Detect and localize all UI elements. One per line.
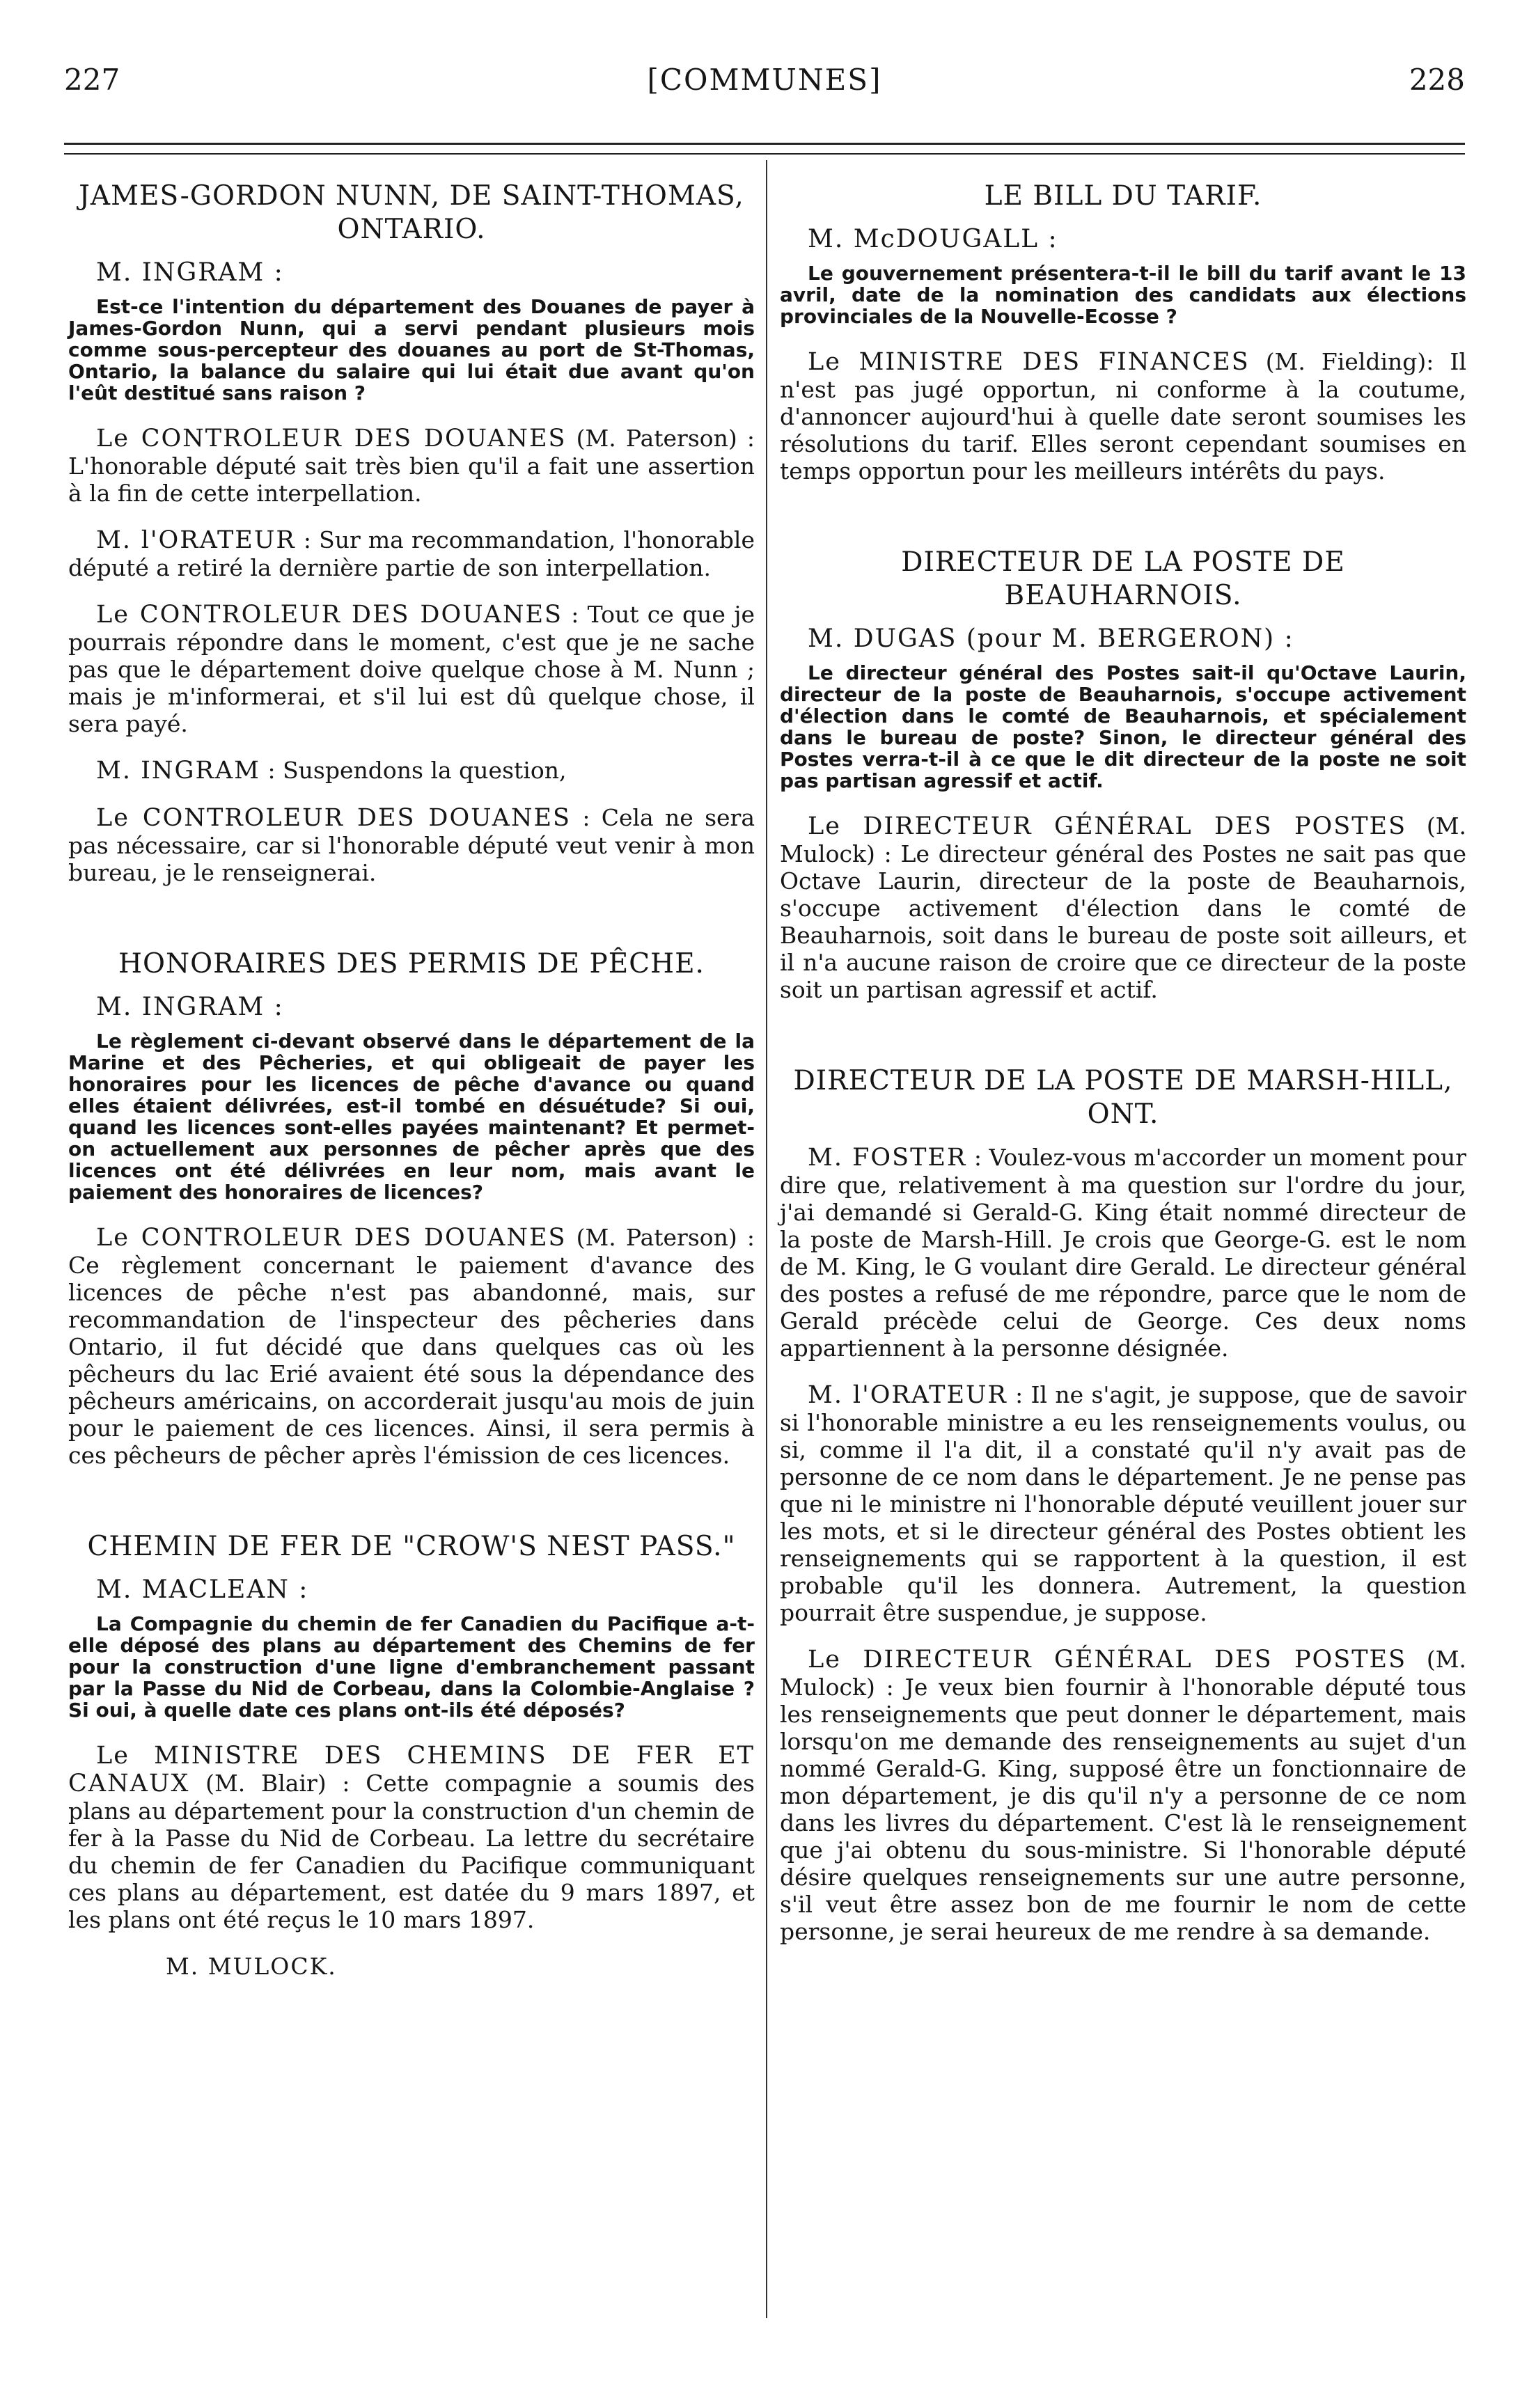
section-title: CHEMIN DE FER DE "CROW'S NEST PASS." <box>87 1531 736 1562</box>
questioner: M. DUGAS (pour M. BERGERON) : <box>808 624 1294 653</box>
speech-text: : Tout ce que je pourrais répondre dans le moment, c'est que je ne sache pas que le département doive quelque chose à M. Nunn ; mais je m'informerai, et s'il lui est dû quelque chose, il sera payé. <box>68 601 755 737</box>
speech-text: : Il ne s'agit, je suppose, que de savoir si l'honorable ministre a eu les renseignements voulus, ou si, comme il l'a dit, il a constaté qu'il n'y avait pas de personne de ce nom dans le département. Je ne pense pas que ni le ministre ni l'honorable député veuillent jouer sur les mots, et si le directeur général des Postes obtient les renseignements qui se rapportent à la question, il est probable qu'il les donnera. Autrement, la question pourrait être suspendue, je suppose. <box>780 1381 1466 1626</box>
speech-text: (M. Fielding): Il n'est pas jugé opportun, ni conforme à la coutume, d'annoncer aujourd'hui à quelle date seront soumises les résolutions du tarif. Elles seront cependant soumises en temps opportun pour les meilleurs intérêts du pays. <box>780 348 1467 485</box>
running-title: [COMMUNES] <box>647 63 882 97</box>
speech-text: (M. Mulock) : Le directeur général des Postes ne sait pas que Octave Laurin, directeur de la poste de Beauharnois, s'occupe activement d'élection dans le comté de Beauharnois, soit dans le bureau de poste soit ailleurs, et il n'a aucune raison de croire que ce directeur de la poste soit un partisan agressif et actif. <box>780 812 1466 1003</box>
speaker-name: Le CONTROLEUR DES DOUANES <box>96 425 567 453</box>
paragraph <box>780 1646 1466 1945</box>
right-column <box>780 180 1466 1965</box>
left-column <box>68 180 755 1980</box>
signature-line: M. MULOCK. <box>166 1953 337 1980</box>
speaker-name: Le DIRECTEUR GÉNÉRAL DES POSTES <box>808 812 1407 840</box>
speaker-name: Le CONTROLEUR DES DOUANES <box>96 601 563 629</box>
question-text: Est-ce l'intention du département des Douanes de payer à James-Gordon Nunn, qui a servi pendant plusieurs mois comme sous-percepteur des douanes au port de St-Thomas, Ontario, la balance du salaire qui lui était due avant qu'on l'eût destitué sans raison ? <box>68 295 755 404</box>
paragraph <box>780 348 1466 485</box>
questioner: M. McDOUGALL : <box>808 225 1058 253</box>
speaker-name: M. INGRAM <box>96 757 260 785</box>
paragraph <box>68 804 755 886</box>
paragraph <box>68 601 755 737</box>
speaker-name: M. FOSTER <box>808 1144 967 1172</box>
speech-text: (M. Paterson) : Ce règlement concernant le paiement d'avance des licences de pêche n'est pas abandonné, mais, sur recommandation de l'inspecteur des pêcheries dans Ontario, il fut décidé que dans quelques cas où les pêcheurs du lac Erié avaient été sous la dépendance des pêcheurs américains, on accorderait jusqu'au mois de juin pour le paiement de ces licences. Ainsi, il sera permis à ces pêcheurs de pêcher après l'émission de ces licences. <box>68 1224 755 1469</box>
question-text: Le règlement ci-devant observé dans le département de la Marine et des Pêcheries, et qui obligeait de payer les honoraires pour les licences de pêche d'avance ou quand elles étaient délivrées, est-il tombé en désuétude? Si oui, quand les licences sont-elles payées maintenant? Et permet-on actuellement aux personnes de pêcher après que des licences ont été délivrées en leur nom, mais avant le paiement des honoraires de licences? <box>68 1030 755 1204</box>
question-text: La Compagnie du chemin de fer Canadien du Pacifique a-t-elle déposé des plans au département des Chemins de fer pour la construction d'une ligne d'embranchement passant par la Passe du Nid de Corbeau, dans la Colombie-Anglaise ? Si oui, à quelle date ces plans ont-ils été déposés? <box>68 1612 755 1722</box>
paragraph <box>780 812 1466 1003</box>
header-rule-thin <box>64 153 1465 155</box>
speaker-name: Le MINISTRE DES FINANCES <box>808 348 1250 376</box>
questioner: M. INGRAM : <box>96 993 284 1021</box>
speaker-name: M. l'ORATEUR <box>96 526 296 554</box>
questioner: M. INGRAM : <box>96 258 284 287</box>
speaker-name: Le CONTROLEUR DES DOUANES <box>96 804 572 832</box>
speaker-name: M. l'ORATEUR <box>808 1381 1007 1409</box>
section-title: DIRECTEUR DE LA POSTE DE MARSH-HILL, ONT. <box>793 1065 1453 1130</box>
page-header <box>64 63 1465 111</box>
questioner: M. MACLEAN : <box>96 1575 309 1604</box>
speech-text: (M. Paterson) : L'honorable député sait très bien qu'il a fait une assertion à la fin de cette interpellation. <box>68 425 755 507</box>
speaker-name: Le MINISTRE DES CHEMINS DE FER ET CANAUX <box>68 1742 755 1797</box>
paragraph <box>68 526 755 581</box>
speech-text: : Cela ne sera pas nécessaire, car si l'honorable député veut venir à mon bureau, je le renseignerai. <box>68 804 755 886</box>
speech-text: : Suspendons la question, <box>267 757 567 784</box>
paragraph <box>68 1224 755 1469</box>
question-text: Le gouvernement présentera-t-il le bill du tarif avant le 13 avril, date de la nomination des candidats aux élections provinciales de la Nouvelle-Ecosse ? <box>780 262 1466 328</box>
header-rule-thick <box>64 143 1465 145</box>
paragraph <box>68 1742 755 1933</box>
section-title: LE BILL DU TARIF. <box>984 180 1262 212</box>
speech-text: : Voulez-vous m'accorder un moment pour dire que, relativement à ma question sur l'ordre du jour, j'ai demandé si Gerald-G. King était nommé directeur de la poste de Marsh-Hill. Je crois que George-G. est le nom de M. King, le G voulant dire Gerald. Le directeur général des postes a refusé de me répondre, parce que le nom de Gerald précède celui de George. Ces deux noms appartiennent à la personne désignée. <box>780 1144 1467 1362</box>
speaker-name: Le DIRECTEUR GÉNÉRAL DES POSTES <box>808 1646 1407 1674</box>
speech-text: : Sur ma recommandation, l'honorable député a retiré la dernière partie de son interpellation. <box>68 526 755 581</box>
page-number-left: 227 <box>64 63 120 97</box>
page-number-right: 228 <box>1409 63 1465 97</box>
paragraph <box>68 425 755 507</box>
column-divider <box>766 160 767 2318</box>
section-title: DIRECTEUR DE LA POSTE DE BEAUHARNOIS. <box>901 546 1345 611</box>
speaker-name: Le CONTROLEUR DES DOUANES <box>96 1224 567 1252</box>
section-title: HONORAIRES DES PERMIS DE PÊCHE. <box>118 948 705 979</box>
paragraph <box>780 1144 1466 1362</box>
section-title: JAMES-GORDON NUNN, DE SAINT-THOMAS, ONTARIO. <box>79 180 744 245</box>
speech-text: (M. Mulock) : Je veux bien fournir à l'honorable député tous les renseignements que peut donner le département, mais lorsqu'on me demande des renseignements au sujet d'un nommé Gerald-G. King, supposé être un fonctionnaire de mon département, je dis qu'il n'y a personne de ce nom dans les livres du département. C'est là le renseignement que j'ai obtenu du sous-ministre. Si l'honorable député désire quelques renseignements sur une autre personne, s'il veut être assez bon de me fournir le nom de cette personne, je serai heureux de me rendre à sa demande. <box>780 1646 1466 1945</box>
paragraph <box>68 757 755 785</box>
paragraph <box>780 1381 1466 1626</box>
speech-text: (M. Blair) : Cette compagnie a soumis des plans au département pour la construction d'un chemin de fer à la Passe du Nid de Corbeau. La lettre du secrétaire du chemin de fer Canadien du Pacifique communiquant ces plans au département, est datée du 9 mars 1897, et les plans ont été reçus le 10 mars 1897. <box>68 1770 755 1933</box>
question-text: Le directeur général des Postes sait-il qu'Octave Laurin, directeur de la poste de Beauharnois, s'occupe activement d'élection dans le comté de Beauharnois, et spécialement dans le bureau de poste? Sinon, le directeur général des Postes verra-t-il à ce que le dit directeur de la poste ne soit pas partisan agressif et actif. <box>780 661 1466 792</box>
